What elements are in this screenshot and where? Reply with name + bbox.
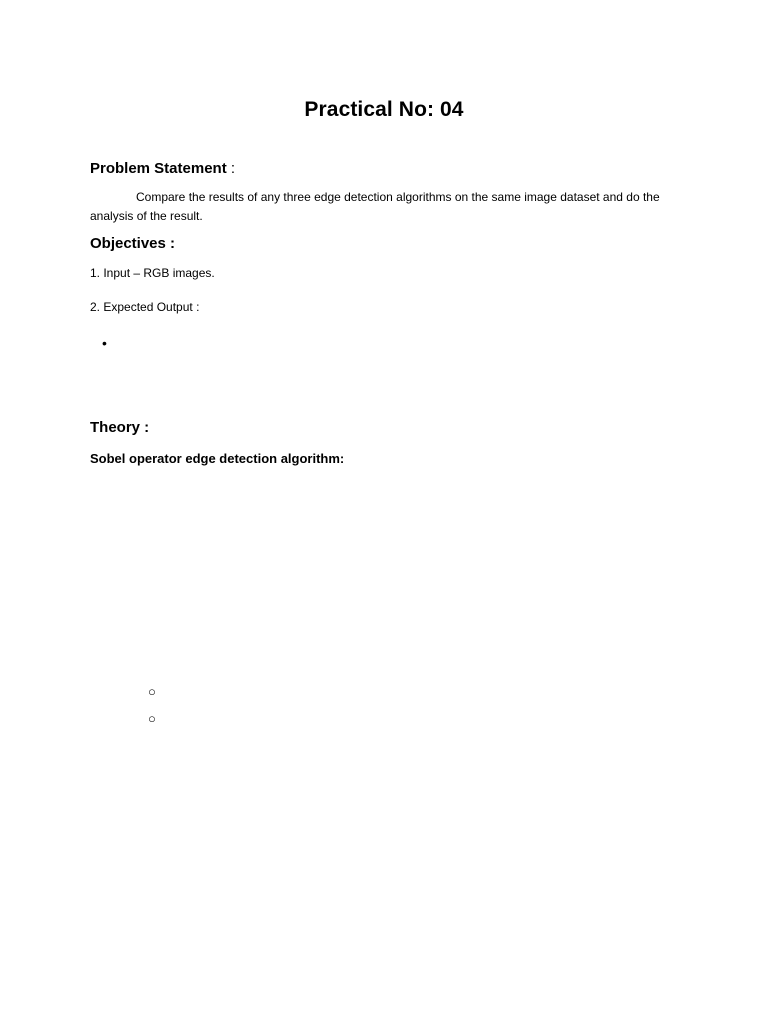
empty-sub-bullet-1: ○ bbox=[148, 684, 156, 699]
problem-statement-text bbox=[90, 188, 680, 226]
empty-sub-bullet-2: ○ bbox=[148, 711, 156, 726]
theory-heading: Theory : bbox=[90, 419, 150, 436]
sobel-subheading: Sobel operator edge detection algorithm: bbox=[90, 451, 345, 466]
problem-statement-heading-text: Problem Statement bbox=[90, 160, 227, 177]
objective-item-1: 1. Input – RGB images. bbox=[90, 266, 215, 280]
problem-statement-heading bbox=[90, 160, 235, 177]
problem-statement-body: Compare the results of any three edge detection algorithms on the same image dataset and do the analysis of the result. bbox=[90, 190, 660, 223]
problem-statement-colon: : bbox=[230, 160, 236, 177]
objectives-heading: Objectives : bbox=[90, 235, 176, 252]
empty-bullet-point: • bbox=[102, 335, 107, 351]
page-title: Practical No: 04 bbox=[304, 98, 464, 121]
objective-item-2: 2. Expected Output : bbox=[90, 300, 200, 314]
